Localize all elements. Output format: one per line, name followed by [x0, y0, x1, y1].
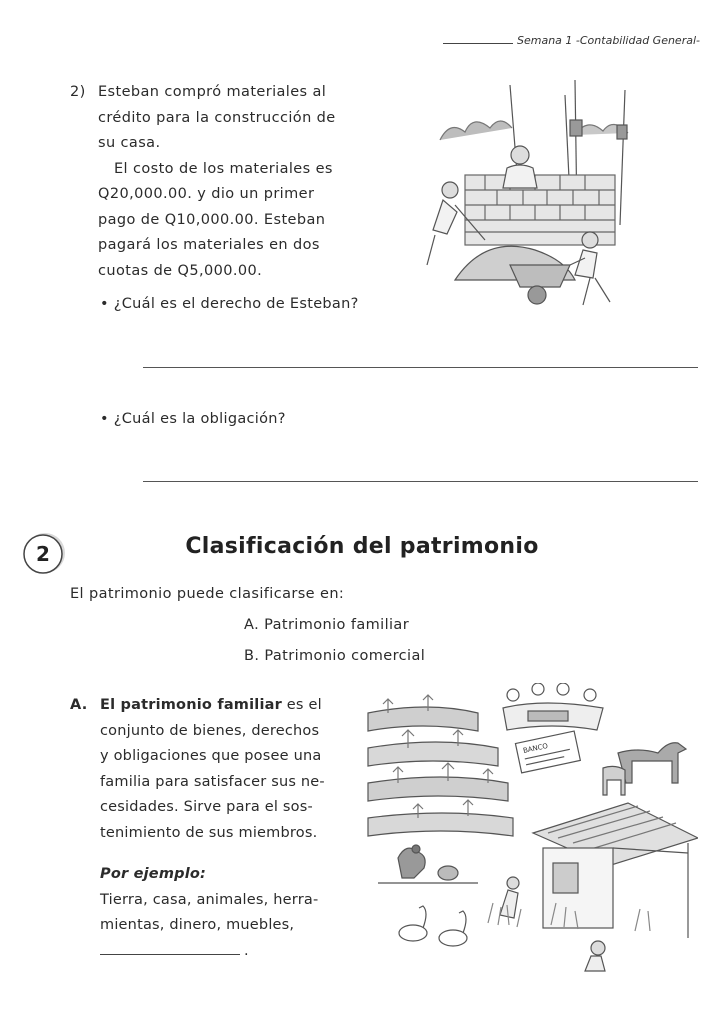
bullet-question-right: • ¿Cuál es el derecho de Esteban?	[100, 296, 359, 312]
example-label: Por ejemplo:	[100, 866, 207, 882]
classification-item-b: B. Patrimonio comercial	[244, 648, 426, 664]
section-a-first-line	[100, 693, 342, 719]
question-line: pago de Q10,000.00. Esteban	[98, 211, 326, 228]
answer-line-right[interactable]	[143, 367, 698, 368]
answer-line-obligation[interactable]	[143, 481, 698, 482]
question-line: Esteban compró materiales al	[98, 84, 327, 100]
construction-illustration	[425, 80, 650, 310]
question-line: crédito para la construcción de	[98, 109, 336, 126]
question-line: su casa.	[98, 135, 161, 151]
section-a-line: cesidades. Sirve para el sos-	[100, 799, 313, 815]
family-patrimony-illustration	[358, 683, 698, 973]
header-rule	[443, 43, 513, 44]
question-line: El costo de los materiales es	[114, 160, 333, 177]
section-a-line: y obligaciones que posee una	[100, 748, 322, 764]
section-a-first-rest: es el	[281, 697, 322, 713]
section-intro: El patrimonio puede clasificarse en:	[70, 586, 345, 602]
section-a-line: tenimiento de sus miembros.	[100, 824, 318, 841]
question-2	[70, 80, 370, 284]
section-a	[70, 693, 342, 964]
section-a-line: conjunto de bienes, derechos	[100, 722, 320, 739]
section-a-letter: A.	[70, 697, 88, 713]
question-line: pagará los materiales en dos	[98, 237, 320, 253]
example-blank-line	[100, 939, 342, 965]
question-line: cuotas de Q5,000.00.	[98, 262, 263, 279]
question-number: 2)	[70, 84, 86, 100]
section-title: Clasificación del patrimonio	[185, 534, 539, 559]
fill-in-blank[interactable]	[100, 954, 240, 955]
section-a-line: familia para satisfacer sus ne-	[100, 773, 325, 790]
classification-item-a: A. Patrimonio familiar	[244, 617, 410, 633]
bank-sign-text: BANCO	[522, 741, 549, 755]
section-number: 2	[36, 542, 50, 566]
example-line: mientas, dinero, muebles,	[100, 917, 295, 933]
question-line: Q20,000.00. y dio un primer	[98, 186, 315, 202]
example-line: Tierra, casa, animales, herra-	[100, 891, 319, 908]
header-title: Semana 1 -Contabilidad General-	[517, 34, 700, 47]
section-a-term: El patrimonio familiar	[100, 697, 282, 713]
bullet-question-obligation: • ¿Cuál es la obligación?	[100, 411, 286, 427]
page-header	[443, 34, 700, 47]
end-period: .	[244, 942, 249, 959]
